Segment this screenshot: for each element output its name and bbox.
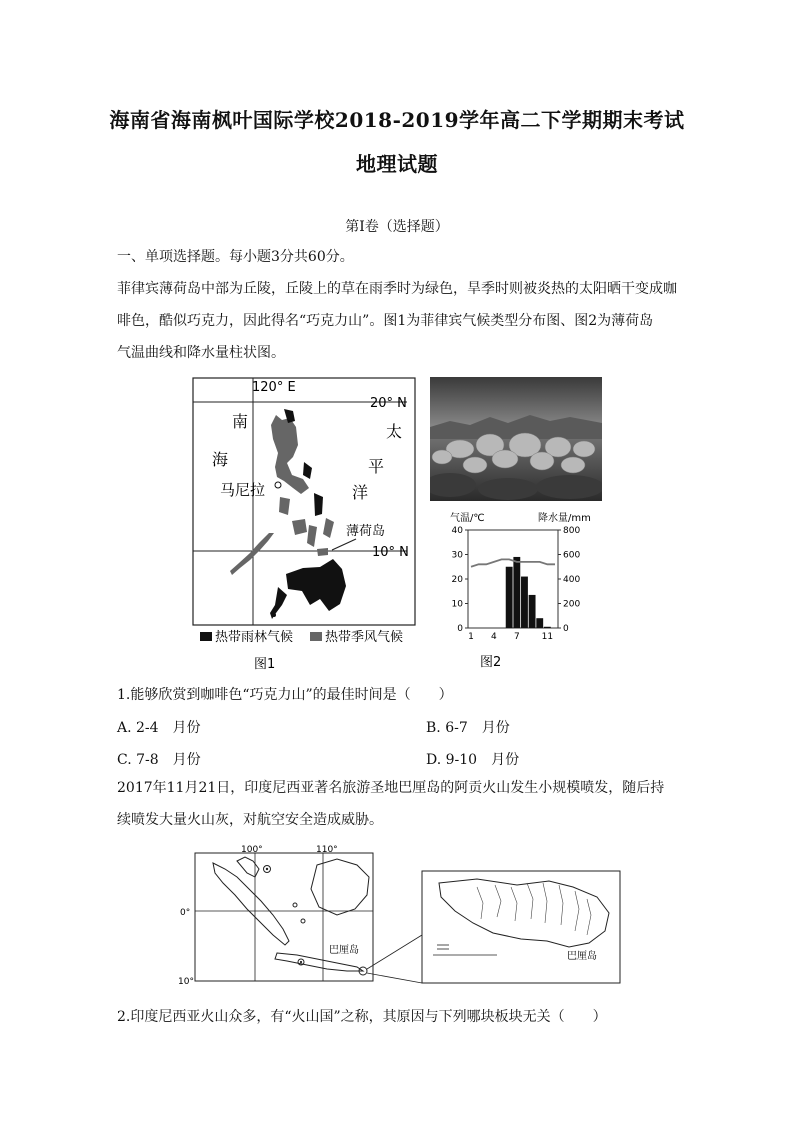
- x-tick-label: 11: [541, 632, 554, 642]
- left-tick-label: 30: [451, 550, 463, 561]
- lon-label: 120° E: [252, 380, 296, 395]
- passage2-line1: 2017年11月21日，印度尼西亚著名旅游圣地巴厘岛的阿贡火山发生小规模喷发，随后持: [117, 780, 665, 796]
- passage1-line2: 啡色，酷似巧克力，因此得名“巧克力山”。图1为菲律宾气候类型分布图、图2为薄荷岛: [117, 313, 654, 329]
- lat20-label: 20° N: [370, 396, 407, 411]
- passage2-line2: 续喷发大量火山灰，对航空安全造成威胁。: [117, 812, 383, 828]
- samar-shape: [314, 493, 323, 516]
- figure1-map: [192, 375, 424, 675]
- q1-option-c[interactable]: C. 7-8 月份: [117, 752, 201, 768]
- precipitation-bar: [506, 567, 513, 628]
- passage1-line3: 气温曲线和降水量柱状图。: [117, 345, 285, 361]
- q2-stem: 2.印度尼西亚火山众多，有“火山国”之称，其原因与下列哪块板块无关（ ）: [117, 1009, 607, 1025]
- left-tick-label: 20: [451, 575, 463, 585]
- right-axis-title: 降水量/mm: [538, 513, 591, 524]
- bohol-shape: [317, 548, 328, 556]
- right-tick-label: 400: [563, 575, 581, 585]
- temperature-curve: [471, 559, 555, 566]
- inset-island-label: 巴厘岛: [567, 951, 597, 962]
- ocean-char-3: 洋: [352, 483, 369, 502]
- precipitation-bar: [544, 627, 551, 628]
- legend-swatch-monsoon: [310, 632, 322, 641]
- figure2-caption: 图2: [480, 655, 502, 670]
- left-axis-ticks: [452, 526, 468, 634]
- legend-swatch-rainforest: [200, 632, 212, 641]
- section-heading: 第Ⅰ卷（选择题）: [345, 219, 449, 235]
- right-tick-label: 600: [563, 550, 581, 561]
- passage1-line1: 菲律宾薄荷岛中部为丘陵，丘陵上的草在雨季时为绿色，旱季时则被炎热的太阳晒干变成咖: [117, 281, 677, 297]
- chocolate-hills-photo: [430, 377, 602, 501]
- figure1-caption: 图1: [254, 657, 276, 672]
- lat10-label: 10°: [178, 977, 194, 987]
- lat0-label: 0°: [180, 908, 191, 918]
- right-tick-label: 800: [563, 526, 581, 536]
- sea-char-1: 南: [232, 412, 249, 431]
- left-axis-title: 气温/℃: [450, 513, 485, 524]
- sulu-islet: [272, 613, 276, 617]
- right-tick-label: 0: [563, 624, 569, 634]
- ocean-char-1: 太: [386, 422, 403, 441]
- paper-subtitle: 地理试题: [356, 152, 438, 176]
- q1-option-a[interactable]: A. 2-4 月份: [117, 720, 201, 736]
- q1-option-d[interactable]: D. 9-10 月份: [426, 752, 520, 768]
- x-tick-label: 7: [513, 632, 520, 642]
- legend-rainforest: 热带雨林气候: [215, 630, 294, 645]
- figure3-indonesia-map: [177, 843, 622, 991]
- precipitation-bar: [536, 618, 543, 628]
- legend-monsoon: 热带季风气候: [325, 630, 404, 645]
- city-label: 马尼拉: [220, 481, 266, 499]
- island-label: 薄荷岛: [346, 524, 386, 539]
- section-instruction: 一、单项选择题。每小题3分共60分。: [117, 249, 354, 265]
- left-tick-label: 10: [451, 599, 463, 610]
- precipitation-bar: [521, 577, 528, 628]
- right-axis-ticks: [558, 526, 580, 634]
- q1-stem: 1.能够欣赏到咖啡色“巧克力山”的最佳时间是（ ）: [117, 687, 453, 703]
- plot-frame: [468, 530, 558, 628]
- sea-char-2: 海: [212, 450, 229, 469]
- manila-marker: [275, 482, 281, 488]
- right-tick-label: 200: [563, 599, 581, 610]
- q1-option-b[interactable]: B. 6-7 月份: [426, 720, 510, 736]
- figure2-climate-chart: [432, 510, 604, 670]
- x-axis-ticks: [468, 632, 553, 642]
- left-tick-label: 40: [451, 526, 463, 536]
- bali-label: 巴厘岛: [329, 945, 359, 956]
- x-tick-label: 1: [468, 632, 474, 642]
- precipitation-bar: [529, 595, 536, 628]
- precipitation-bar: [513, 557, 520, 628]
- ocean-char-2: 平: [368, 457, 385, 476]
- paper-title: 海南省海南枫叶国际学校2018-2019学年高二下学期期末考试: [109, 108, 685, 132]
- main-map-frame: [195, 853, 373, 981]
- left-tick-label: 0: [457, 624, 463, 634]
- precipitation-bars: [506, 557, 551, 628]
- lon110-label: 110°: [316, 845, 338, 855]
- lon100-label: 100°: [241, 845, 263, 855]
- x-tick-label: 4: [491, 632, 497, 642]
- lat10-label: 10° N: [372, 545, 409, 560]
